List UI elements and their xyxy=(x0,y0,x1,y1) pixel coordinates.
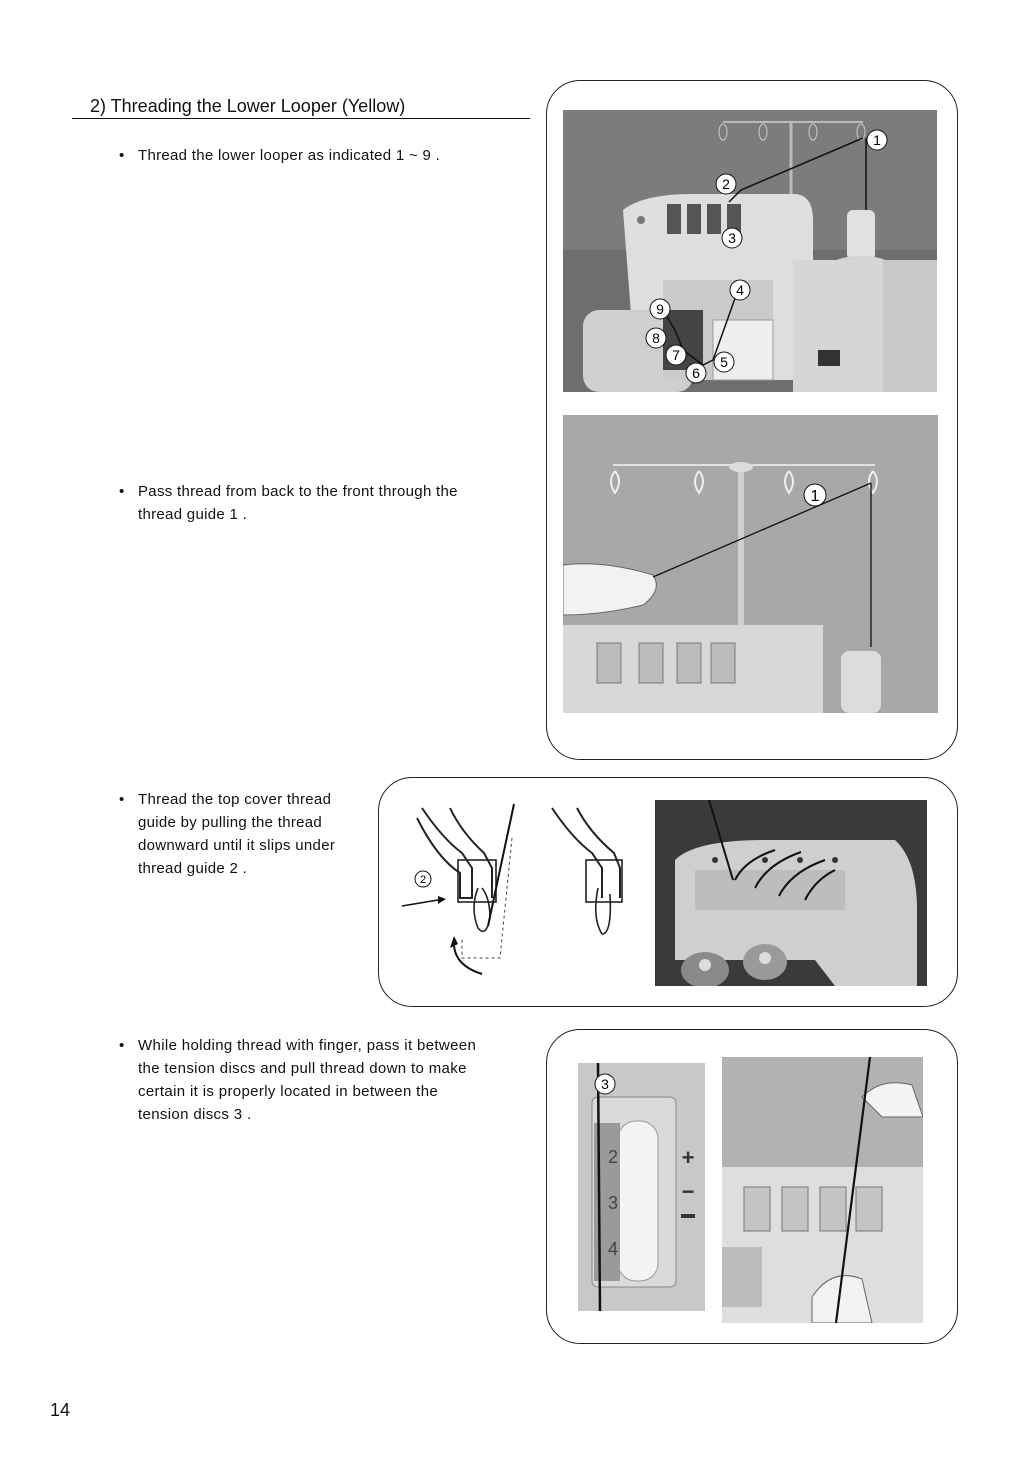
dial-number-3: 3 xyxy=(608,1193,619,1213)
cover-guide-callout-2 xyxy=(415,871,431,887)
tension-discs-photo xyxy=(722,1057,923,1323)
callout-1 xyxy=(867,130,887,150)
page-number: 14 xyxy=(50,1400,71,1420)
dial-number-2: 2 xyxy=(608,1147,619,1167)
svg-text:1: 1 xyxy=(873,132,881,148)
step-4-line-1: While holding thread with finger, pass it between xyxy=(138,1037,477,1054)
step-3-line-1: Thread the top cover thread xyxy=(138,791,332,808)
callout-8 xyxy=(646,328,666,348)
tension-discs-illustration xyxy=(722,1057,923,1323)
thread-guide-photo xyxy=(563,415,938,713)
cover-guide-diagram xyxy=(392,798,644,990)
step-3-line-4: thread guide 2 . xyxy=(138,860,248,877)
step-4-line-3: certain it is properly located in between the xyxy=(138,1083,439,1100)
cover-guide-photo-illustration xyxy=(655,800,927,986)
callout-2 xyxy=(716,174,736,194)
tension-dial-photo xyxy=(578,1063,705,1311)
cover-guide-photo xyxy=(655,800,927,986)
dial-plus-sign: + xyxy=(681,1145,695,1170)
step-4-text xyxy=(119,1034,477,1126)
dial-minus-sign: − xyxy=(681,1179,695,1204)
callout-4 xyxy=(730,280,750,300)
step-1-text xyxy=(119,144,441,167)
svg-text:9: 9 xyxy=(656,301,664,317)
callout-3 xyxy=(722,228,742,248)
thread-guide-illustration xyxy=(563,415,938,713)
svg-text:2: 2 xyxy=(722,176,730,192)
tension-dial-illustration xyxy=(578,1063,705,1311)
bullet-icon: • xyxy=(119,1037,125,1054)
step-2-line-1: Pass thread from back to the front through the xyxy=(138,483,458,500)
step-1-line-1: Thread the lower looper as indicated 1 ~ 9 . xyxy=(138,147,441,164)
svg-text:7: 7 xyxy=(672,347,680,363)
step-2-line-2: thread guide 1 . xyxy=(138,506,248,523)
callout-5 xyxy=(714,352,734,372)
svg-text:5: 5 xyxy=(720,354,728,370)
bullet-icon: • xyxy=(119,791,125,808)
step-4-line-4: tension discs 3 . xyxy=(138,1106,252,1123)
overview-callouts xyxy=(563,110,937,392)
step-3-line-3: downward until it slips under xyxy=(138,837,336,854)
bullet-icon: • xyxy=(119,483,125,500)
callout-6 xyxy=(686,363,706,383)
svg-text:3: 3 xyxy=(601,1076,609,1092)
svg-text:2: 2 xyxy=(419,874,427,886)
svg-text:8: 8 xyxy=(652,330,660,346)
callout-9 xyxy=(650,299,670,319)
svg-text:4: 4 xyxy=(736,282,744,298)
step-3-line-2: guide by pulling the thread xyxy=(138,814,323,831)
step-2-text xyxy=(119,480,458,526)
guide-callout-1 xyxy=(804,484,826,506)
step-4-line-2: the tension discs and pull thread down to make xyxy=(138,1060,467,1077)
section-title: 2) Threading the Lower Looper (Yellow) xyxy=(72,96,530,119)
callout-7 xyxy=(666,345,686,365)
svg-text:1: 1 xyxy=(810,488,820,505)
bullet-icon: • xyxy=(119,147,125,164)
step-3-text xyxy=(119,788,336,880)
tension-callout-3 xyxy=(595,1074,615,1094)
svg-text:6: 6 xyxy=(692,365,700,381)
svg-text:3: 3 xyxy=(728,230,736,246)
dial-number-4: 4 xyxy=(608,1239,619,1259)
